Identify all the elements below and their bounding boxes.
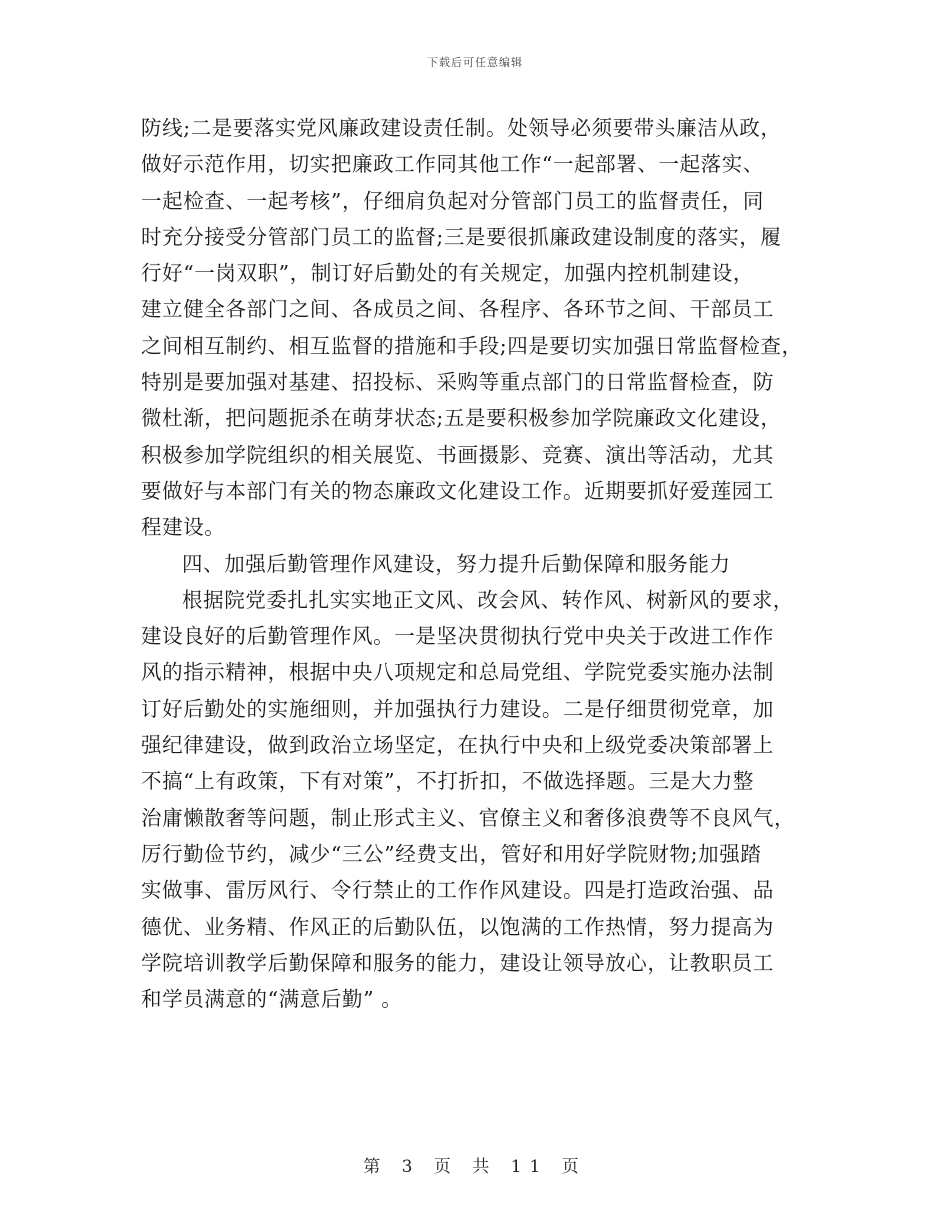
- text-line: 做好示范作用，切实把廉政工作同其他工作“一起部署、一起落实、: [141, 152, 764, 177]
- text-line: 治庸懒散奢等问题，制止形式主义、官僚主义和奢侈浪费等不良风气，: [141, 805, 796, 830]
- body-text: [141, 110, 831, 1017]
- text-line: 积极参加学院组织的相关展览、书画摄影、竞赛、演出等活动，尤其: [141, 442, 774, 467]
- text-line: 一起检查、一起考核”，仔细肩负起对分管部门员工的监督责任，同: [141, 188, 764, 213]
- text-line: 和学员满意的“满意后勤” 。: [141, 987, 403, 1012]
- text-line: 防线;二是要落实党风廉政建设责任制。处领导必须要带头廉洁从政，: [141, 116, 782, 140]
- text-line: 程建设。: [141, 515, 226, 540]
- text-line: 实做事、雷厉风行、令行禁止的工作作风建设。四是打造政治强、品: [141, 878, 774, 903]
- text-line: 订好后勤处的实施细则，并加强执行力建设。二是仔细贯彻党章，加: [141, 696, 774, 721]
- text-line: 建设良好的后勤管理作风。一是坚决贯彻执行党中央关于改进工作作: [141, 624, 774, 649]
- text-line: 德优、业务精、作风正的后勤队伍，以饱满的工作热情，努力提高为: [141, 914, 774, 939]
- text-line: 时充分接受分管部门员工的监督;三是要很抓廉政建设制度的落实，履: [141, 224, 782, 249]
- text-line: 建立健全各部门之间、各成员之间、各程序、各环节之间、干部员工: [141, 297, 774, 322]
- section-heading: 四、加强后勤管理作风建设，努力提升后勤保障和服务能力: [182, 551, 731, 576]
- text-line: 要做好与本部门有关的物态廉政文化建设工作。近期要抓好爱莲园工: [141, 478, 774, 503]
- text-line: 厉行勤俭节约，减少“三公”经费支出，管好和用好学院财物;加强踏: [141, 841, 762, 866]
- text-line: 之间相互制约、相互监督的措施和手段;四是要切实加强日常监督检查，: [141, 333, 803, 358]
- text-line: 根据院党委扎扎实实地正文风、改会风、转作风、树新风的要求，: [182, 587, 794, 612]
- text-line: 特别是要加强对基建、招投标、采购等重点部门的日常监督检查，防: [141, 370, 774, 395]
- text-line: 风的指示精神，根据中央八项规定和总局党组、学院党委实施办法制: [141, 660, 774, 685]
- page-number-footer: 第 3 页 共 11 页: [363, 1157, 587, 1177]
- text-line: 行好“一岗双职”，制订好后勤处的有关规定，加强内控机制建设，: [141, 261, 754, 286]
- text-line: 学院培训教学后勤保障和服务的能力，建设让领导放心，让教职员工: [141, 950, 774, 975]
- text-line: 强纪律建设，做到政治立场坚定，在执行中央和上级党委决策部署上: [141, 733, 774, 758]
- text-line: 微杜渐，把问题扼杀在萌芽状态;五是要积极参加学院廉政文化建设，: [141, 406, 782, 431]
- page-header: 下载后可任意编辑: [427, 56, 523, 69]
- text-line: 不搞“上有政策，下有对策”，不打折扣，不做选择题。三是大力整: [141, 769, 754, 794]
